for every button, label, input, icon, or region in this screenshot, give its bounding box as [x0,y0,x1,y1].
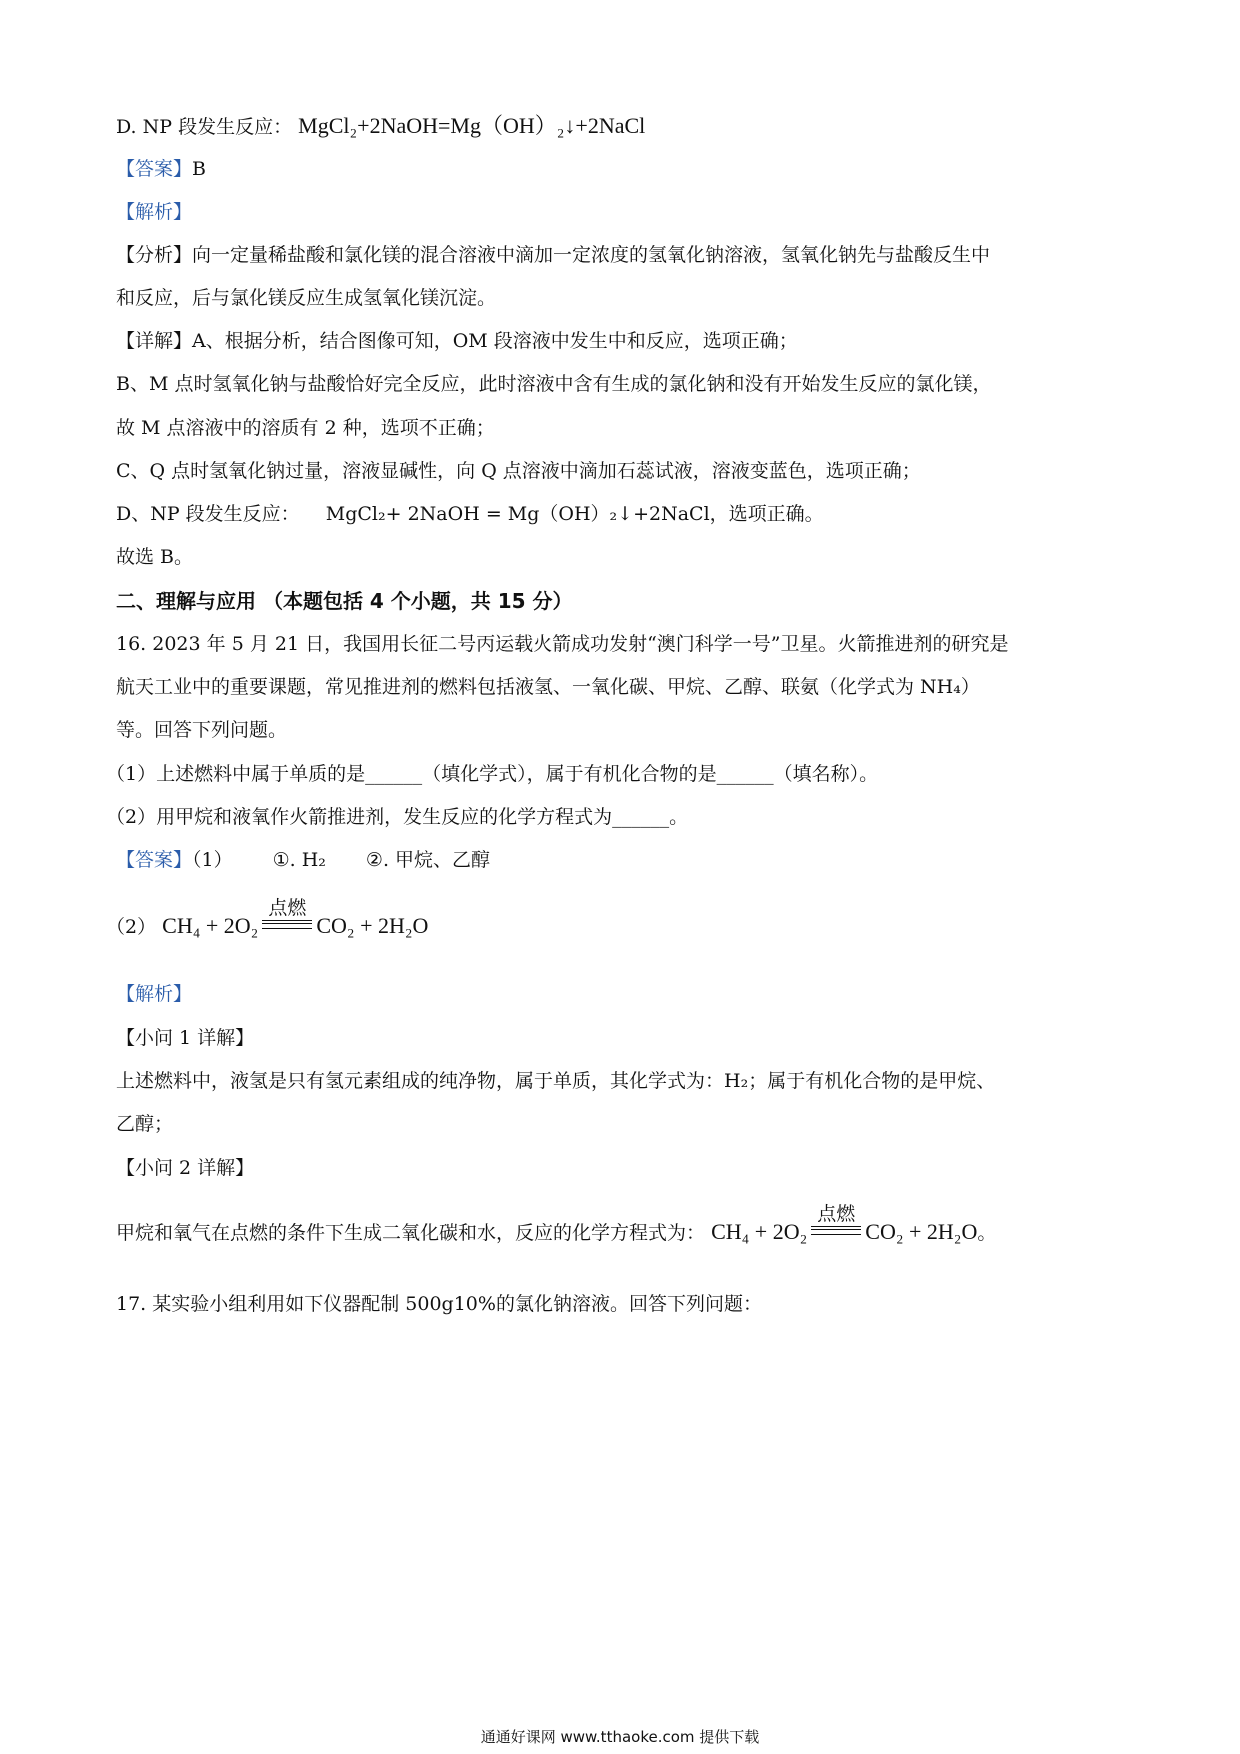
detail-b-line-2: 故 M 点溶液中的溶质有 2 种，选项不正确； [116,417,495,439]
answer-16-tag: 【答案】 [116,849,193,871]
question-16-sub-1: （1）上述燃料中属于单质的是______（填化学式），属于有机化合物的是______（填名称）。 [106,763,879,785]
question-16-sub-2: （2）用甲烷和液氧作火箭推进剂，发生反应的化学方程式为______。 [106,806,689,828]
equation-2-left: CH₄ + 2O₂ [711,1219,808,1244]
detail-c: C、Q 点时氢氧化钠过量，溶液显碱性，向 Q 点溶液中滴加石蕊试液，溶液变蓝色，选项正确； [116,460,921,482]
analysis-2-tag: 【解析】 [116,983,193,1005]
reaction-condition-label: 点燃 [268,897,307,919]
sub-question-2-tag: 【小问 2 详解】 [116,1157,255,1179]
detail-a: 【详解】A、根据分析，结合图像可知，OM 段溶液中发生中和反应，选项正确； [116,330,798,352]
reaction-condition [260,897,314,942]
reaction-condition-2-label: 点燃 [817,1203,856,1225]
conclusion: 故选 B。 [116,546,194,568]
answer-line [116,155,206,183]
answer-16-part-2: （2） [106,916,157,938]
reaction-condition-2 [809,1203,863,1248]
detail-d-equation: MgCl₂+ 2NaOH = Mg（OH）₂↓+2NaCl，选项正确。 [325,503,824,525]
option-d-prefix: D. NP 段发生反应： [116,116,293,138]
question-17: 17. 某实验小组利用如下仪器配制 500g10%的氯化钠溶液。回答下列问题： [116,1293,762,1315]
sub-question-2-end: 。 [977,1222,997,1244]
option-d-equation: MgCl₂+2NaOH=Mg（OH）₂↓+2NaCl [298,113,646,138]
sub-question-1-text-1: 上述燃料中，液氢是只有氢元素组成的纯净物，属于单质，其化学式为：H₂；属于有机化合物的是甲烷、 [116,1070,996,1092]
detail-d-prefix: D、NP 段发生反应： [116,503,300,525]
sub-question-2-line [116,1203,997,1248]
answer-16-line [116,846,490,874]
section-title: 二、理解与应用 （本题包括 4 个小题，共 15 分） [116,589,573,613]
sub-question-1-text-2: 乙醇； [116,1113,174,1135]
analysis-tag: 【解析】 [116,201,193,223]
fenxi-line-1: 【分析】向一定量稀盐酸和氯化镁的混合溶液中滴加一定浓度的氢氧化钠溶液，氢氧化钠先与盐酸反生中 [116,244,991,266]
question-16-line-1: 16. 2023 年 5 月 21 日，我国用长征二号丙运载火箭成功发射“澳门科学一号”卫星。火箭推进剂的研究是 [116,633,1009,655]
answer-value: B [192,158,206,180]
answer-16-part-1: （1） [192,849,233,871]
answer-16-option-1: ①. H₂ [272,849,326,871]
answer-16-equation-line [106,897,429,942]
detail-b-line-1: B、M 点时氢氧化钠与盐酸恰好完全反应，此时溶液中含有生成的氯化钠和没有开始发生反应的氯化镁， [116,373,992,395]
equation-left: CH₄ + 2O₂ [162,913,259,938]
sub-question-1-tag: 【小问 1 详解】 [116,1027,255,1049]
equation-2-right: CO₂ + 2H₂O [865,1219,978,1244]
answer-16-option-2: ②. 甲烷、乙醇 [365,849,491,871]
option-d [116,112,645,141]
detail-d [116,500,824,528]
page-footer: 通通好课网 www.tthaoke.com 提供下载 [480,1728,760,1746]
equation-right: CO₂ + 2H₂O [316,913,429,938]
question-16-line-3: 等。回答下列问题。 [116,719,288,741]
triple-bar-sign-2 [811,1226,861,1235]
triple-bar-sign [262,920,312,929]
sub-question-2-text: 甲烷和氧气在点燃的条件下生成二氧化碳和水，反应的化学方程式为： [116,1222,706,1244]
question-16-line-2: 航天工业中的重要课题，常见推进剂的燃料包括液氢、一氧化碳、甲烷、乙醇、联氨（化学式为 NH₄） [116,676,980,698]
answer-tag: 【答案】 [116,158,193,180]
fenxi-line-2: 和反应，后与氯化镁反应生成氢氧化镁沉淀。 [116,287,497,309]
